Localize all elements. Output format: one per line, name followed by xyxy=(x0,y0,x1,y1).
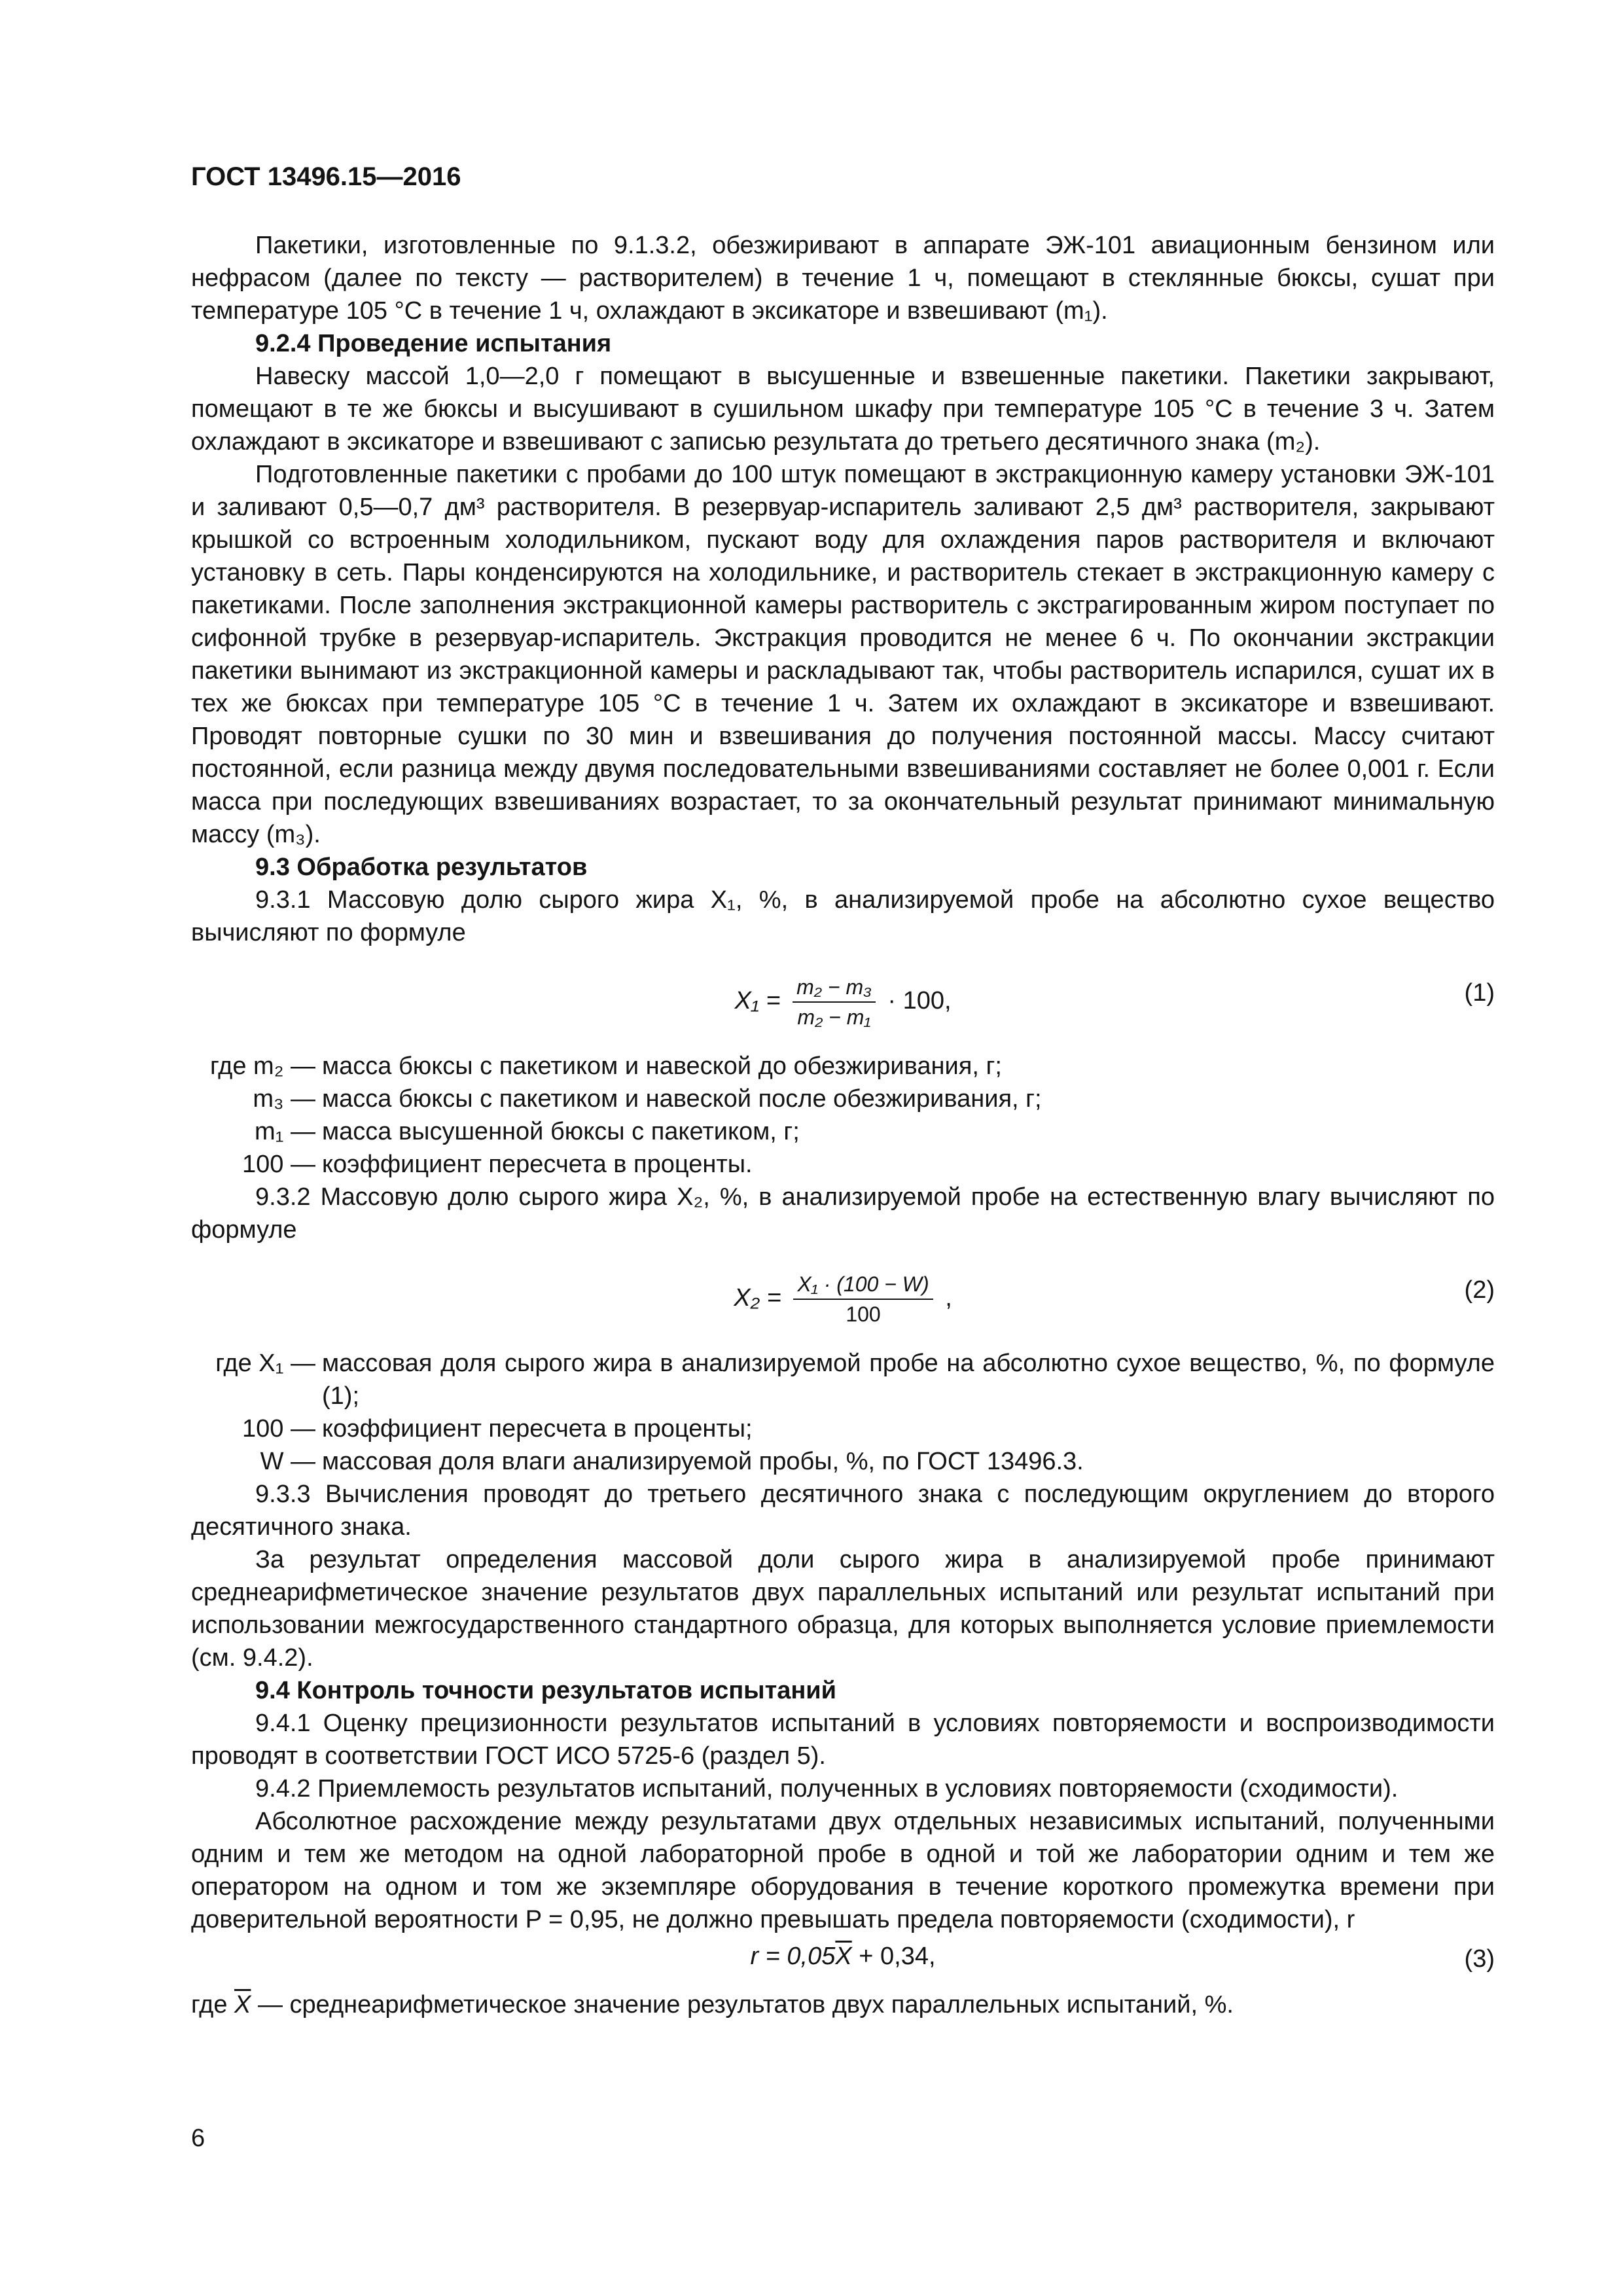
document-header: ГОСТ 13496.15—2016 xyxy=(191,162,461,191)
formula-3-number: (3) xyxy=(1464,1945,1495,1973)
legend-desc: массовая доля влаги анализируемой пробы, %, по ГОСТ 13496.3. xyxy=(322,1448,1084,1475)
legend-desc: коэффициент пересчета в проценты; xyxy=(322,1415,753,1443)
section-heading-9-2-4: 9.2.4 Проведение испытания xyxy=(255,330,612,357)
legend-desc: масса бюксы с пакетиком и навеской до обезжиривания, г; xyxy=(322,1052,1002,1080)
formula-3-lhs: r = 0,05 xyxy=(750,1943,836,1970)
formula-1-lhs: X₁ = xyxy=(734,987,781,1015)
legend-term: где X₁ — xyxy=(215,1350,315,1377)
formula-2-numerator: X₁ · (100 − W) xyxy=(793,1271,933,1300)
formula-2-fraction xyxy=(793,1271,933,1327)
formula-3 xyxy=(191,1937,1495,1983)
page-number: 6 xyxy=(191,2125,205,2152)
formula-2-denominator: 100 xyxy=(846,1302,881,1326)
legend-term: m₁ — xyxy=(254,1118,315,1145)
formula-1-denominator: m₂ − m₁ xyxy=(797,1005,871,1029)
paragraph: Навеску массой 1,0—2,0 г помещают в высушенные и взвешенные пакетики. Пакетики закрывают, помещают в те же бюксы и высушивают в сушильном шкафу при температуре 105 °С в течение 3 ч. Затем охлаждают в эксикаторе и взвешивают с записью результата до третьего десятичного знака (m₂). xyxy=(191,363,1495,456)
paragraph: 9.3.2 Массовую долю сырого жира X₂, %, в анализируемой пробе на естественную влагу вычисляют по формуле xyxy=(191,1183,1495,1244)
legend-item xyxy=(191,1412,1495,1445)
paragraph: За результат определения массовой доли сырого жира в анализируемой пробе принимают среднеарифметическое значение результатов двух параллельных испытаний или результат испытаний при использовании межгосударственного стандартного образца, для которых выполняется условие приемлемости (см. 9.4.2). xyxy=(191,1546,1495,1672)
paragraph: 9.4.1 Оценку прецизионности результатов испытаний в условиях повторяемости и воспроизводимости проводят в соответствии ГОСТ ИСО 5725-6 (раздел 5). xyxy=(191,1710,1495,1770)
document-body xyxy=(191,229,1495,2021)
legend-item xyxy=(191,1115,1495,1148)
paragraph: 9.4.2 Приемлемость результатов испытаний, полученных в условиях повторяемости (сходимости). xyxy=(255,1775,1399,1803)
legend-mean-symbol: $\overline{X}$ xyxy=(234,1991,251,2018)
formula-2-number: (2) xyxy=(1464,1276,1495,1304)
legend-formula-2 xyxy=(191,1347,1495,1478)
legend-term: где xyxy=(191,1991,228,2018)
legend-desc: коэффициент пересчета в проценты. xyxy=(322,1151,753,1178)
paragraph: Пакетики, изготовленные по 9.1.3.2, обезжиривают в аппарате ЭЖ-101 авиационным бензином или нефрасом (далее по тексту — растворителем) в течение 1 ч, помещают в стеклянные бюксы, сушат при температуре 105 °С в течение 1 ч, охлаждают в эксикаторе и взвешивают (m₁). xyxy=(191,232,1495,325)
formula-2-lhs: X₂ = xyxy=(734,1284,781,1312)
legend-desc: масса бюксы с пакетиком и навеской после обезжиривания, г; xyxy=(322,1085,1042,1113)
section-heading-9-3: 9.3 Обработка результатов xyxy=(255,853,588,881)
formula-1 xyxy=(191,961,1495,1039)
legend-term: W — xyxy=(260,1448,315,1475)
legend-item xyxy=(191,1148,1495,1181)
legend-desc: массовая доля сырого жира в анализируемой пробе на абсолютно сухое вещество, %, по формуле (1); xyxy=(322,1350,1495,1410)
legend-term: m₃ — xyxy=(253,1085,315,1113)
legend-desc: масса высушенной бюксы с пакетиком, г; xyxy=(322,1118,800,1145)
formula-1-fraction xyxy=(793,974,876,1030)
legend-term: 100 — xyxy=(242,1415,315,1443)
formula-3-rhs: + 0,34, xyxy=(851,1943,936,1970)
legend-desc: — среднеарифметическое значение результатов двух параллельных испытаний, %. xyxy=(257,1991,1234,2018)
legend-term: 100 — xyxy=(242,1151,315,1178)
formula-2-rhs: , xyxy=(945,1284,952,1312)
paragraph: 9.3.3 Вычисления проводят до третьего десятичного знака с последующим округлением до второго десятичного знака. xyxy=(191,1480,1495,1541)
legend-formula-1 xyxy=(191,1050,1495,1181)
formula-3-mean-symbol: $\overline{X}$ xyxy=(835,1943,852,1970)
legend-item xyxy=(191,1083,1495,1115)
formula-1-rhs: · 100, xyxy=(887,987,952,1015)
legend-term: где m₂ — xyxy=(210,1052,315,1080)
legend-item xyxy=(191,1050,1495,1083)
legend-item xyxy=(191,1347,1495,1412)
formula-1-number: (1) xyxy=(1464,979,1495,1007)
paragraph: 9.3.1 Массовую долю сырого жира X₁, %, в анализируемой пробе на абсолютно сухое вещество вычисляют по формуле xyxy=(191,886,1495,946)
paragraph: Подготовленные пакетики с пробами до 100 штук помещают в экстракционную камеру установки ЭЖ-101 и заливают 0,5—0,7 дм³ растворителя. В резервуар-испаритель заливают 2,5 дм³ растворителя, закрывают крышкой со встроенным холодильником, пускают воду для охлаждения паров растворителя и включают установку в сеть. Пары конденсируются на холодильнике, и растворитель стекает в экстракционную камеру с пакетиками. После заполнения экстракционной камеры растворитель с экстрагированным жиром поступает по сифонной трубке в резервуар-испаритель. Экстракция проводится не менее 6 ч. По окончании экстракции пакетики вынимают из экстракционной камеры и раскладывают так, чтобы растворитель испарился, сушат их в тех же бюксах при температуре 105 °С в течение 1 ч. Затем их охлаждают в эксикаторе и взвешивают. Проводят повторные сушки по 30 мин и взвешивания до получения постоянной массы. Массу считают постоянной, если разница между двумя последовательными взвешиваниями составляет не более 0,001 г. Если масса при последующих взвешиваниях возрастает, то за окончательный результат принимают минимальную массу (m₃). xyxy=(191,461,1495,848)
legend-formula-3 xyxy=(191,1988,1495,2021)
paragraph: Абсолютное расхождение между результатами двух отдельных независимых испытаний, полученными одним и тем же методом на одной лабораторной пробе в одной и той же лаборатории одним и тем же оператором на одном и том же экземпляре оборудования в течение короткого промежутка времени при доверительной вероятности P = 0,95, не должно превышать предела повторяемости (сходимости), r xyxy=(191,1808,1495,1933)
legend-item xyxy=(191,1445,1495,1478)
formula-2 xyxy=(191,1258,1495,1336)
formula-1-numerator: m₂ − m₃ xyxy=(793,974,876,1003)
section-heading-9-4: 9.4 Контроль точности результатов испытаний xyxy=(255,1677,837,1704)
